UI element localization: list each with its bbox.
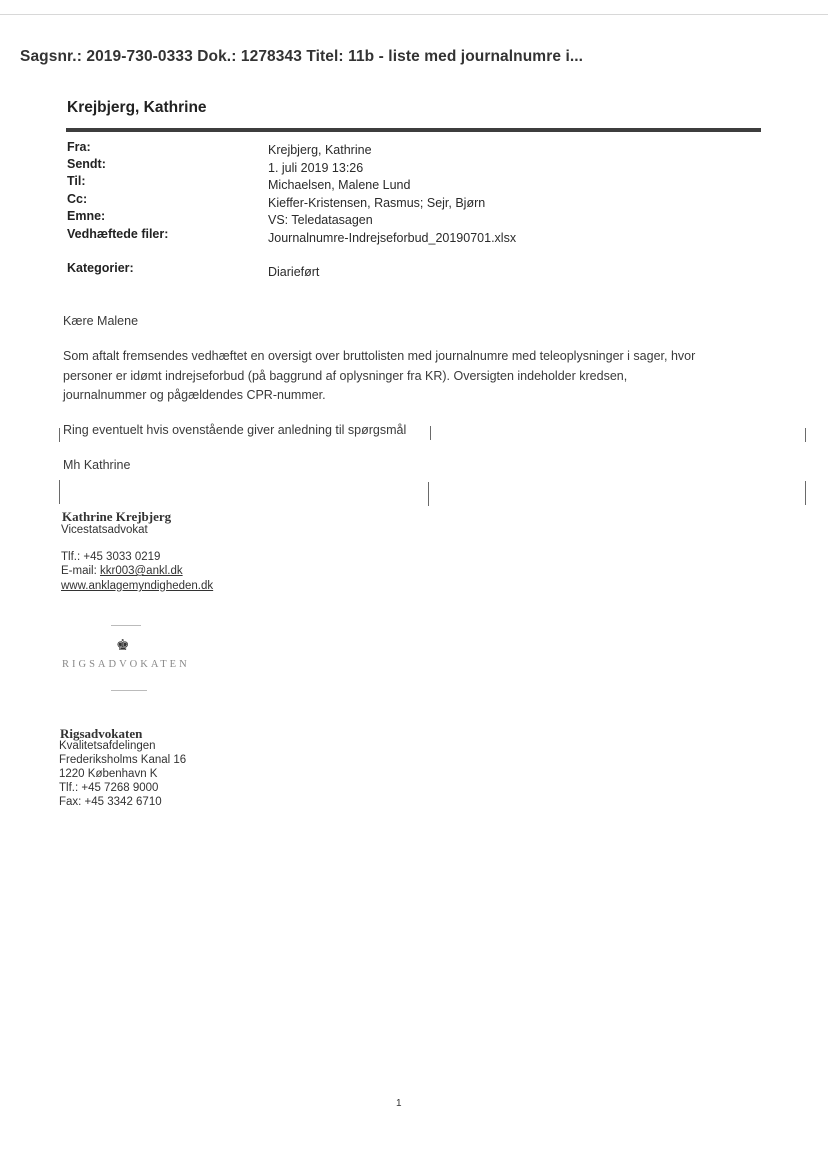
email-link[interactable]: kkr003@ankl.dk (99, 565, 183, 577)
signature-email-row (61, 565, 183, 577)
email-label: E-mail: (61, 565, 100, 577)
signature-phone: Tlf.: +45 3033 0219 (61, 551, 161, 563)
cc-value: Kieffer-Kristensen, Rasmus; Sejr, Bjørn (268, 196, 486, 210)
subject-label: Emne: (67, 209, 106, 223)
sender-name-heading: Krejbjerg, Kathrine (67, 99, 207, 116)
organization-city: 1220 København K (59, 768, 158, 780)
body-line-1: Som aftalt fremsendes vedhæftet en oversigt over bruttolisten med journalnumre med teleoplysninger i sager, hvor (63, 349, 696, 363)
header-divider (66, 128, 761, 132)
to-label: Til: (67, 174, 86, 188)
body-line-2: personer er idømt indrejseforbud (på baggrund af oplysninger fra KR). Oversigten indeholder kredsen, (63, 369, 628, 383)
scan-margin-mark (428, 482, 429, 506)
sent-label: Sendt: (67, 157, 106, 171)
to-value: Michaelsen, Malene Lund (268, 178, 411, 192)
scan-margin-mark (59, 428, 60, 442)
scan-margin-mark (430, 426, 431, 440)
subject-value: VS: Teledatasagen (268, 213, 373, 227)
signature-title: Vicestatsadvokat (61, 524, 148, 536)
call-line: Ring eventuelt hvis ovenstående giver anledning til spørgsmål (63, 423, 407, 437)
body-line-3: journalnummer og pågældendes CPR-nummer. (63, 388, 326, 402)
attachment-filename: Journalnumre-Indrejseforbud_20190701.xlsx (268, 231, 517, 245)
organization-street: Frederiksholms Kanal 16 (59, 754, 187, 766)
categories-label: Kategorier: (67, 261, 134, 275)
greeting: Kære Malene (63, 314, 139, 328)
from-label: Fra: (67, 140, 91, 154)
sent-value: 1. juli 2019 13:26 (268, 161, 364, 175)
attachments-label: Vedhæftede filer: (67, 227, 169, 241)
logo-divider (111, 690, 147, 691)
scan-margin-mark (805, 428, 806, 442)
document-header: Sagsnr.: 2019-730-0333 Dok.: 1278343 Titel: 11b - liste med journalnumre i... (20, 48, 584, 65)
scan-margin-mark (59, 480, 60, 504)
crown-icon: ♚ (116, 637, 130, 654)
scan-top-rule (0, 14, 828, 15)
organization-department: Kvalitetsafdelingen (59, 740, 156, 752)
page-number: 1 (396, 1098, 402, 1109)
signature-name: Kathrine Krejbjerg (62, 509, 172, 524)
rigsadvokaten-logo: RIGSADVOKATEN (62, 659, 190, 670)
organization-name: Rigsadvokaten (60, 726, 143, 741)
cc-label: Cc: (67, 192, 88, 206)
from-value: Krejbjerg, Kathrine (268, 143, 372, 157)
categories-value: Diarieført (268, 265, 320, 279)
logo-ornament (111, 625, 141, 626)
scan-margin-mark (805, 481, 806, 505)
organization-fax: Fax: +45 3342 6710 (59, 796, 162, 808)
website-link[interactable]: www.anklagemyndigheden.dk (61, 580, 214, 592)
closing: Mh Kathrine (63, 458, 131, 472)
organization-phone: Tlf.: +45 7268 9000 (59, 782, 159, 794)
